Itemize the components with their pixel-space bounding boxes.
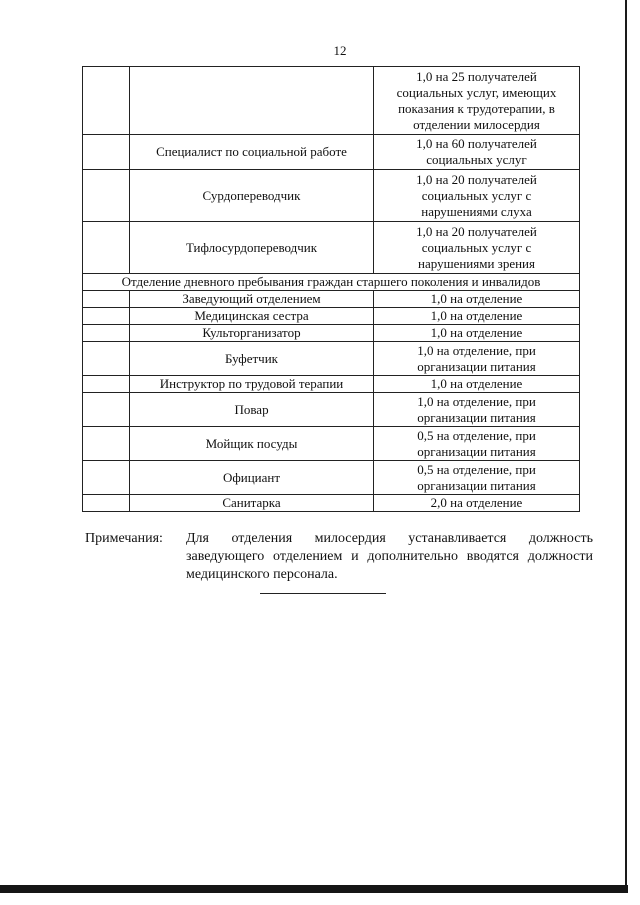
section-header-row [83, 274, 580, 291]
table-row [83, 170, 580, 222]
cell-index [83, 170, 130, 222]
cell-norm: 1,0 на 25 получателей социальных услуг, имеющих показания к трудотерапии, в отделении милосердия [374, 67, 580, 135]
cell-norm: 1,0 на отделение [374, 308, 580, 325]
cell-position: Заведующий отделением [130, 291, 374, 308]
table-row [83, 376, 580, 393]
table-row [83, 291, 580, 308]
cell-index [83, 495, 130, 512]
cell-index [83, 308, 130, 325]
section-title: Отделение дневного пребывания граждан старшего поколения и инвалидов [83, 274, 580, 291]
signature-line [260, 593, 386, 594]
cell-norm: 1,0 на 60 получателей социальных услуг [374, 135, 580, 170]
table-row [83, 308, 580, 325]
cell-norm: 1,0 на отделение, при организации питания [374, 393, 580, 427]
table-row [83, 461, 580, 495]
cell-norm: 0,5 на отделение, при организации питания [374, 427, 580, 461]
table-row [83, 222, 580, 274]
cell-index [83, 222, 130, 274]
notes-text: Для отделения милосердия устанавливается должность заведующего отделением и дополнительно вводятся должности медицинского персонала. [186, 531, 593, 582]
table-row [83, 393, 580, 427]
cell-index [83, 427, 130, 461]
cell-position: Мойщик посуды [130, 427, 374, 461]
cell-norm: 1,0 на 20 получателей социальных услуг с нарушениями слуха [374, 170, 580, 222]
cell-norm: 1,0 на отделение [374, 376, 580, 393]
cell-position: Специалист по социальной работе [130, 135, 374, 170]
table-row [83, 427, 580, 461]
scan-edge-bottom [0, 885, 628, 893]
cell-position: Буфетчик [130, 342, 374, 376]
cell-index [83, 135, 130, 170]
table-row [83, 67, 580, 135]
cell-norm: 2,0 на отделение [374, 495, 580, 512]
cell-index [83, 342, 130, 376]
cell-index [83, 376, 130, 393]
scan-edge-right [625, 0, 627, 892]
cell-position [130, 67, 374, 135]
cell-position: Медицинская сестра [130, 308, 374, 325]
notes-label: Примечания: [85, 531, 163, 546]
staffing-table-body [83, 67, 580, 512]
cell-index [83, 67, 130, 135]
table-row [83, 325, 580, 342]
cell-norm: 1,0 на отделение, при организации питания [374, 342, 580, 376]
cell-position: Официант [130, 461, 374, 495]
cell-index [83, 291, 130, 308]
staffing-table [82, 66, 580, 512]
cell-norm: 1,0 на отделение [374, 291, 580, 308]
cell-norm: 1,0 на отделение [374, 325, 580, 342]
cell-index [83, 325, 130, 342]
table-row [83, 495, 580, 512]
cell-position: Санитарка [130, 495, 374, 512]
cell-position: Сурдопереводчик [130, 170, 374, 222]
cell-position: Повар [130, 393, 374, 427]
cell-position: Инструктор по трудовой терапии [130, 376, 374, 393]
cell-norm: 1,0 на 20 получателей социальных услуг с нарушениями зрения [374, 222, 580, 274]
cell-norm: 0,5 на отделение, при организации питания [374, 461, 580, 495]
cell-index [83, 461, 130, 495]
table-row [83, 135, 580, 170]
page-number: 12 [333, 43, 347, 58]
cell-position: Культорганизатор [130, 325, 374, 342]
cell-position: Тифлосурдопереводчик [130, 222, 374, 274]
table-row [83, 342, 580, 376]
cell-index [83, 393, 130, 427]
